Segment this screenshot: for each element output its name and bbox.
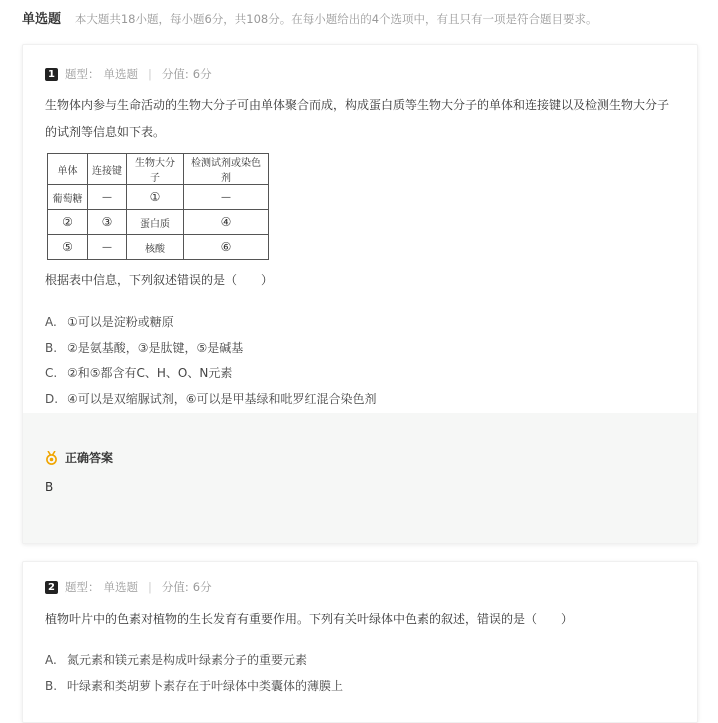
- question-card-1: [22, 44, 698, 544]
- table-cell: ①: [127, 185, 184, 210]
- option-text: 氮元素和镁元素是构成叶绿素分子的重要元素: [67, 653, 308, 667]
- table-header-cell: 单体: [48, 154, 88, 185]
- option-a[interactable]: [45, 652, 343, 678]
- options-list: [45, 314, 377, 416]
- option-c[interactable]: [45, 365, 377, 391]
- table-header-cell: 连接键: [88, 154, 127, 185]
- option-text: ②和⑤都含有C、H、O、N元素: [67, 366, 233, 380]
- table-cell: ③: [88, 210, 127, 235]
- option-b[interactable]: [45, 340, 377, 366]
- table-cell: 蛋白质: [127, 210, 184, 235]
- option-letter: B.: [45, 340, 58, 355]
- table-cell: —: [88, 235, 127, 260]
- table-cell: ④: [184, 210, 269, 235]
- options-list: [45, 652, 343, 703]
- table-cell: ⑤: [48, 235, 88, 260]
- score-value: 6分: [192, 580, 212, 594]
- table-row: [48, 210, 269, 235]
- option-text: ②是氨基酸，③是肽键，⑤是碱基: [67, 340, 244, 355]
- type-label: 题型：: [65, 580, 100, 594]
- option-text: ④可以是双缩脲试剂，⑥可以是甲基绿和吡罗红混合染色剂: [67, 391, 377, 406]
- question-prompt: 根据表中信息，下列叙述错误的是（ ）: [45, 273, 274, 287]
- table-header-cell: 生物大分子: [127, 154, 184, 185]
- question-number-badge: 2: [45, 581, 58, 594]
- table-cell: ⑥: [184, 235, 269, 260]
- table-row: [48, 235, 269, 260]
- option-letter: A.: [45, 315, 57, 329]
- section-description: 本大题共18小题，每小题6分，共108分。在每小题给出的4个选项中，有且只有一项是符合题目要求。: [74, 12, 598, 26]
- question-stem: 植物叶片中的色素对植物的生长发育有重要作用。下列有关叶绿体中色素的叙述，错误的是（ ）: [45, 612, 574, 626]
- answer-title: [45, 449, 113, 466]
- answer-value: B: [45, 480, 54, 494]
- table-header-cell: 检测试剂或染色剂: [184, 154, 269, 185]
- option-b[interactable]: [45, 678, 343, 704]
- type-value: 单选题: [103, 580, 138, 594]
- question-meta: [45, 66, 212, 82]
- score-label: 分值:: [161, 580, 189, 594]
- question-meta: [45, 579, 212, 595]
- info-table: [47, 153, 269, 260]
- option-letter: C.: [45, 366, 58, 380]
- option-letter: A.: [45, 653, 57, 667]
- answer-title-text: 正确答案: [65, 451, 114, 465]
- table-header-row: [48, 154, 269, 185]
- score-value: 6分: [192, 67, 212, 81]
- table-cell: 葡萄糖: [48, 185, 88, 210]
- option-text: 叶绿素和类胡萝卜素存在于叶绿体中类囊体的薄膜上: [67, 678, 344, 693]
- table-cell: 核酸: [127, 235, 184, 260]
- question-number-badge: 1: [45, 68, 58, 81]
- meta-separator: |: [148, 580, 152, 594]
- meta-separator: |: [148, 67, 152, 81]
- option-letter: D.: [45, 391, 59, 406]
- type-label: 题型：: [65, 67, 100, 81]
- table-cell: —: [184, 185, 269, 210]
- table-cell: ②: [48, 210, 88, 235]
- medal-icon: [45, 451, 58, 465]
- score-label: 分值:: [161, 67, 189, 81]
- question-stem: 生物体内参与生命活动的生物大分子可由单体聚合而成，构成蛋白质等生物大分子的单体和连接键以及检测生物大分子的试剂等信息如下表。: [45, 98, 670, 139]
- table-row: [48, 185, 269, 210]
- type-value: 单选题: [103, 67, 138, 81]
- option-a[interactable]: [45, 314, 377, 340]
- option-text: ①可以是淀粉或糖原: [67, 315, 174, 329]
- section-header: [22, 11, 598, 28]
- section-title: 单选题: [22, 12, 62, 27]
- question-card-2: [22, 561, 698, 723]
- table-cell: —: [88, 185, 127, 210]
- answer-panel: [23, 413, 697, 543]
- option-letter: B.: [45, 678, 58, 693]
